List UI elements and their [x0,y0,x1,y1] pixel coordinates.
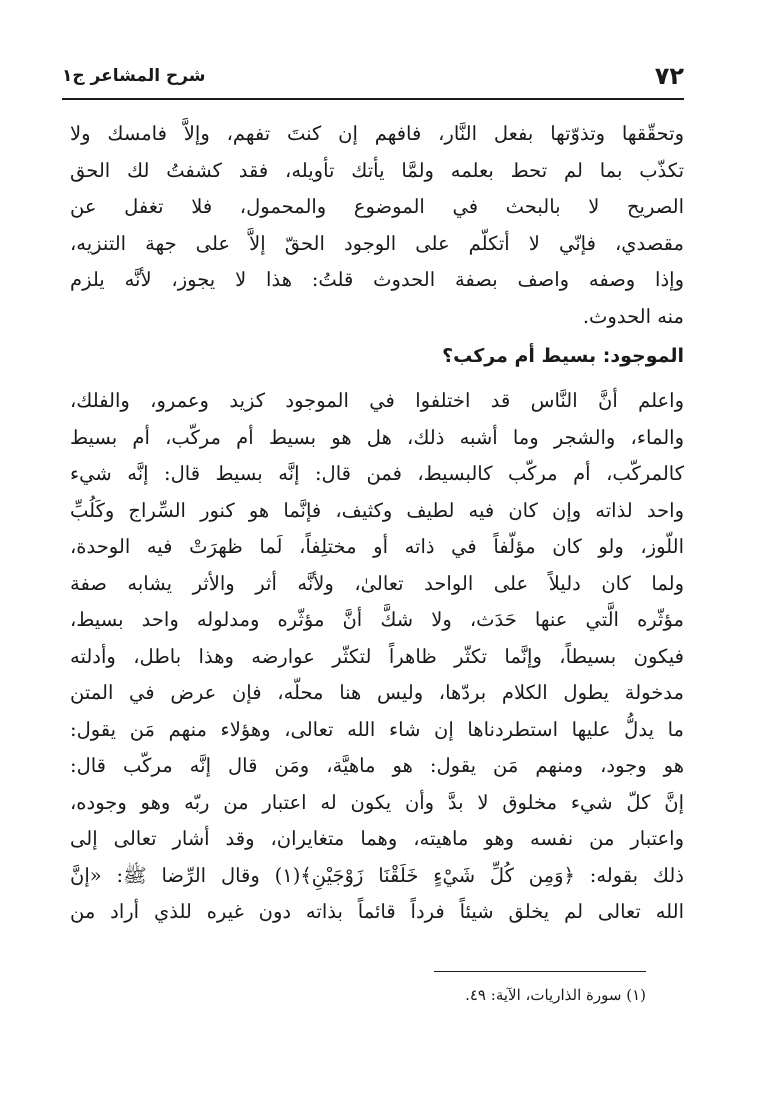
text-line: منه الحدوث. [582,304,684,328]
paragraph-1 [70,116,684,335]
body-text [70,116,684,931]
running-title: شرح المشاعر ج١ [62,66,206,86]
text-line: مدخولة يطول الكلام بردّها، وليس هنا محلّه، فإن عرض في المتن [70,681,684,704]
text-line: والماء، والشجر وما أشبه ذلك، هل هو بسيط أم مركّب، أم بسيط [70,425,684,449]
text-line: الله تعالى لم يخلق شيئاً فرداً قائماً بذاته دون غيره للذي أراد من [70,900,684,923]
page-header [62,56,684,96]
text-line: ولما كان دليلاً على الواحد تعالىٰ، ولأنَّه أثر والأثر يشابه صفة [70,571,684,595]
text-line: مقصدي، فإنّي لا أتكلّم على الوجود الحقّ إلاَّ على جهة التنزيه، [70,231,684,255]
text-line: وإذا وصفه واصف بصفة الحدوث قلتُ: هذا لا يجوز، لأنَّه يلزم [70,268,684,291]
text-line: كالمركّب، أم مركّب كالبسيط، فمن قال: إنَّه بسيط قال: إنَّه شيء [70,462,684,485]
text-line: واعلم أنَّ النَّاس قد اختلفوا في الموجود كزيد وعمرو، والفلك، [70,389,684,412]
header-rule [62,98,684,100]
footnote: (١) سورة الذاريات، الآية: ٤٩. [465,986,646,1004]
text-line: الصريح لا بالبحث في الموضوع والمحمول، فلا تغفل عن [70,195,684,218]
text-line: فيكون بسيطاً، وإنَّما تكثّر ظاهراً لتكثّر عوارضه وهذا باطل، وأدلته [70,644,684,668]
text-line: واحد لذاته وإن كان فيه لطيف وكثيف، فإنَّما هو كنور السِّراج وكَلُبِّ [70,498,684,522]
page-number: ٧٢ [654,62,684,90]
text-line: مؤثّره الَّتي عنها حَدَث، ولا شكَّ أنَّ مؤثّره ومدلوله واحد بسيط، [70,608,684,631]
text-line: ما يدلُّ عليها استطردناها إن شاء الله تعالى، وهؤلاء منهم مَن يقول: [70,717,684,741]
text-line: اللّوز، ولو كان مؤلّفاً في ذاته أو مختلِفاً، لَما ظهرَتْ فيه الوحدة، [70,535,684,558]
footnote-rule [434,971,646,972]
paragraph-2 [70,383,684,931]
text-line: تكذّب بما لم تحط بعلمه ولمَّا يأتك تأويله، فقد كشفتُ لك الحق [70,158,684,182]
text-line: وتحقّقها وتذوّتها بفعل النَّار، فافهم إن كنتَ تفهم، وإلاَّ فامسك ولا [70,122,684,145]
text-line: واعتبار من نفسه وهو ماهيته، وهما متغايران، وقد أشار تعالى إلى [70,827,684,850]
text-line: ذلك بقوله: ﴿وَمِن كُلِّ شَيْءٍ خَلَقْنَا زَوْجَيْنِ﴾(١) وقال الرِّضا ﷺ: «إنَّ [70,863,684,887]
text-line: إنَّ كلّ شيء مخلوق لا بدَّ وأن يكون له اعتبار من ربّه وهو وجوده، [70,790,684,814]
text-line: هو وجود، ومنهم مَن يقول: هو ماهيَّة، ومَن قال إنَّه مركّب قال: [70,754,684,777]
section-heading: الموجود: بسيط أم مركب؟ [442,345,684,367]
